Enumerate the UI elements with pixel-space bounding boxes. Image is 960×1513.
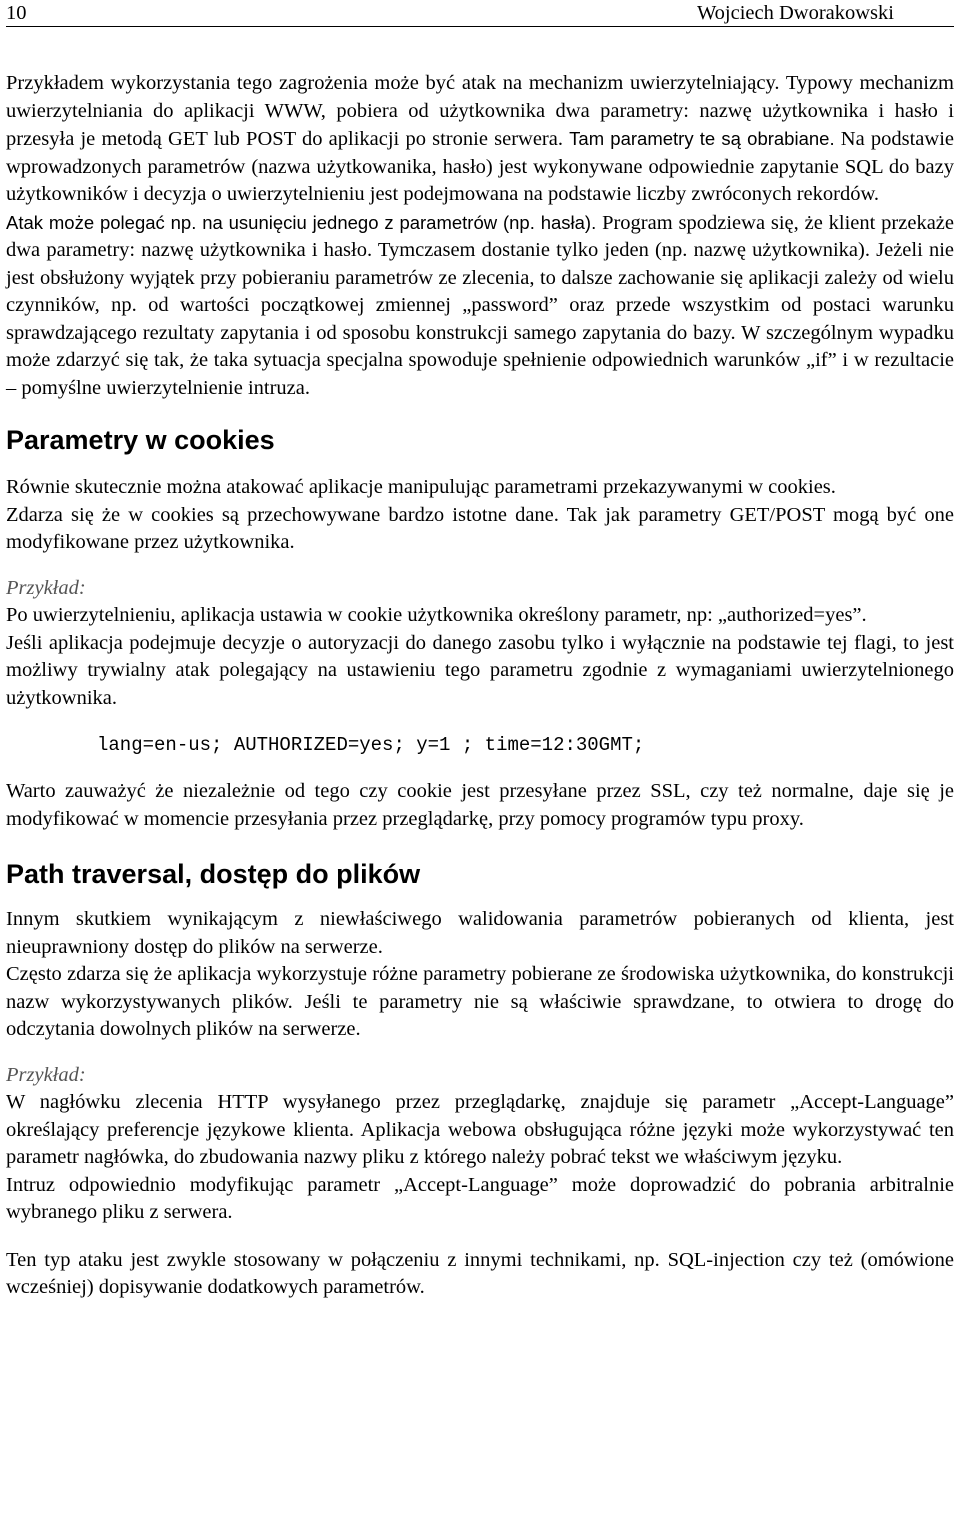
cookies-paragraph-5: Warto zauważyć że niezależnie od tego czy cookie jest przesyłane przez SSL, czy też normalne, daje się je modyfikować w momencie przesyłania przez przeglądarkę, przy pomocy programów typu proxy.: [6, 780, 954, 830]
cookies-paragraph-1: Równie skutecznie można atakować aplikacje manipulując parametrami przekazywanymi w cookies.: [6, 476, 836, 498]
path-example-label: Przykład:: [6, 1063, 86, 1086]
intro-text-6: Jeżeli nie jest obsłużony wyjątek przy pobieraniu parametrów ze zlecenia, to dalsze zachowanie się aplikacji zależy od wielu czynników, np. od wartości początkowej zmiennej „password” oraz przede wszystkim od postaci warunku sprawdzającego rezultaty zapytania i od sposobu konstrukcji samego zapytania do bazy. W szczególnym wypadku może zdarzyć się tak, że taka sytuacja specjalna spowoduje spełnienie odpowiednich warunków „if” i w rezultacie – pomyślne uwierzytelnienie intruza.: [6, 239, 954, 399]
page-header: [6, 0, 954, 27]
path-paragraph-2: Często zdarza się że aplikacja wykorzystuje różne parametry pobierane ze środowiska użytkownika, do konstrukcji nazw wykorzystywanych plików. Jeśli te parametry nie są właściwie sprawdzane, to otwiera to drogę do odczytania dowolnych plików na serwerze.: [6, 963, 954, 1040]
cookies-paragraph-4: Jeśli aplikacja podejmuje decyzje o autoryzacji do danego zasobu tylko i wyłącznie na podstawie tej flagi, to jest możliwy trywialny atak polegający na ustawieniu tego parametru zgodnie z wymaganiami uwierzytelnionego użytkownika.: [6, 631, 954, 709]
cookies-example-label: Przykład:: [6, 576, 86, 599]
cookies-paragraph-2: Zdarza się że w cookies są przechowywane bardzo istotne dane. Tak jak parametry GET/POST mogą być one modyfikowane przez użytkownika.: [6, 503, 954, 553]
path-paragraph-3: W nagłówku zlecenia HTTP wysyłanego przez przeglądarkę, znajduje się parametr „Accept-Language” określający preferencje językowe klienta. Aplikacja webowa obsługująca różne języki może wykorzystywać ten parametr nagłówka, do zbudowania nazwy pliku z którego należy pobrać tekst we właściwym języku.: [6, 1091, 954, 1168]
intro-text-4: Atak może polegać np. na usunięciu jednego z parametrów (np. hasła).: [6, 211, 597, 233]
intro-text-2: Tam parametry te są obrabiane.: [569, 128, 835, 149]
path-paragraph-4: Intruz odpowiednio modyfikując parametr „Accept-Language” może doprowadzić do pobrania arbitralnie wybranego pliku z serwera.: [6, 1173, 954, 1223]
page-body: [6, 70, 954, 1302]
path-paragraph-5: Ten typ ataku jest zwykle stosowany w połączeniu z innymi technikami, np. SQL-injection czy też (omówione wcześniej) dopisywanie dodatkowych parametrów.: [6, 1248, 954, 1298]
page-number: 10: [6, 2, 27, 24]
path-paragraph-1: Innym skutkiem wynikającym z niewłaściwego walidowania parametrów pobieranych od klienta, jest nieuprawniony dostęp do plików na serwerze.: [6, 908, 954, 958]
section-heading-path-traversal: Path traversal, dostęp do plików: [6, 859, 421, 889]
intro-text-1: Przykładem wykorzystania tego zagrożenia może być atak na mechanizm uwierzytelniający. Typowy mechanizm uwierzytelniania do aplikacji WWW, pobiera od użytkownika dwa parametry: nazwę użytkownika i hasło i przesyła je metodą GET lub POST do aplikacji po stronie serwera.: [6, 72, 954, 150]
intro-paragraph: [6, 70, 954, 402]
running-author: Wojciech Dworakowski: [696, 2, 894, 24]
section-heading-cookies: Parametry w cookies: [6, 425, 275, 455]
cookies-paragraph-3: Po uwierzytelnieniu, aplikacja ustawia w cookie użytkownika określony parametr, np: „authorized=yes”.: [6, 604, 867, 626]
intro-text-5: Program spodziewa się, że klient przekaże dwa parametry: nazwę użytkownika i hasło. Tymczasem dostanie tylko jeden (np. nazwę użytkownika).: [6, 211, 954, 261]
cookie-code-sample: lang=en-us; AUTHORIZED=yes; y=1 ; time=12:30GMT;: [97, 734, 645, 756]
intro-text-3: Na podstawie wprowadzonych parametrów (nazwa użytkowanika, hasło) jest wykonywane odpowiednie zapytanie SQL do bazy użytkowników i decyzja o uwierzytelnieniu jest podejmowana na podstawie liczby zwróconych rekordów.: [6, 128, 954, 205]
